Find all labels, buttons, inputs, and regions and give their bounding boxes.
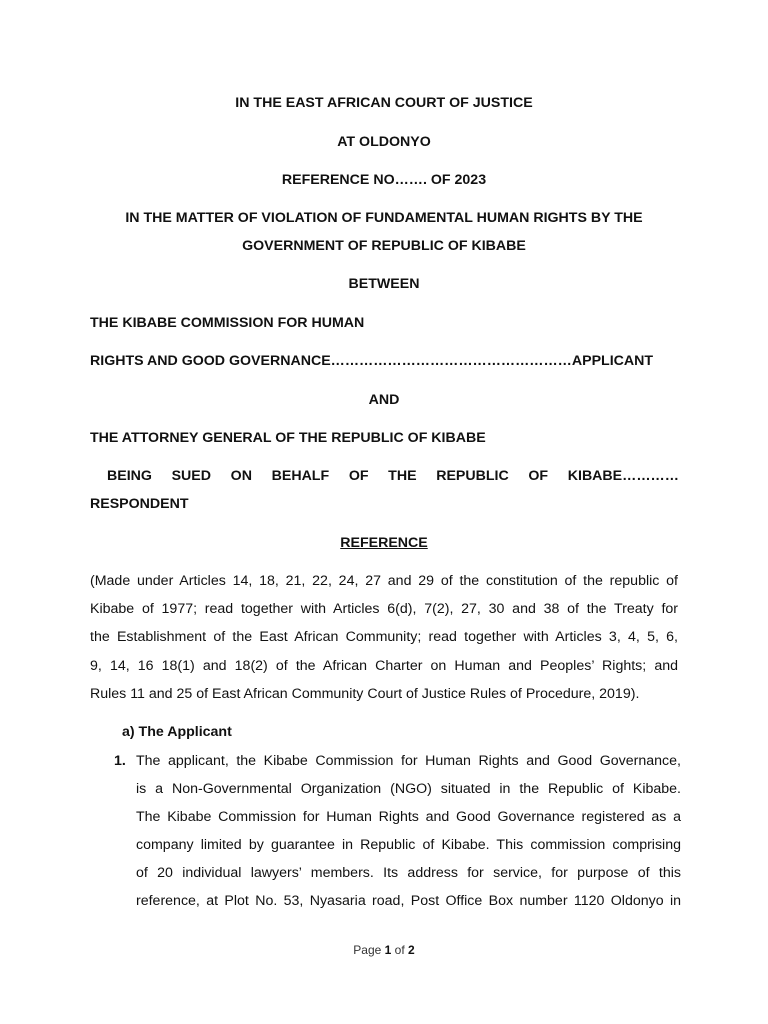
preamble-line: the Establishment of the East African Community; read together with Articles 3, 4, 5, 6, [90, 629, 678, 645]
court-title: IN THE EAST AFRICAN COURT OF JUSTICE [235, 95, 533, 111]
item-line: of 20 individual lawyers’ members. Its address for service, for purpose of this [136, 865, 681, 881]
respondent-line-3: RESPONDENT [90, 496, 189, 512]
total-pages: 2 [408, 943, 415, 957]
and-label: AND [368, 392, 400, 408]
respondent-word: SUED [171, 468, 212, 484]
preamble-line: Kibabe of 1977; read together with Articles 6(d), 7(2), 27, 30 and 38 of the Treaty for [90, 601, 678, 617]
reference-title: REFERENCE [340, 535, 428, 551]
respondent-word: KIBABE………… [567, 468, 679, 484]
court-location: AT OLDONYO [337, 134, 431, 150]
respondent-line-1: THE ATTORNEY GENERAL OF THE REPUBLIC OF KIBABE [90, 430, 486, 446]
preamble-line: 9, 14, 16 18(1) and 18(2) of the African Charter on Human and Peoples’ Rights; and [90, 658, 678, 674]
section-heading: a) The Applicant [122, 724, 232, 740]
item-line: reference, at Plot No. 53, Nyasaria road, Post Office Box number 1120 Oldonyo in [136, 893, 681, 909]
item-line: is a Non-Governmental Organization (NGO) situated in the Republic of Kibabe. [136, 781, 681, 797]
reference-heading [90, 533, 678, 553]
respondent-word: BEHALF [271, 468, 330, 484]
applicant-line-1: THE KIBABE COMMISSION FOR HUMAN [90, 315, 365, 331]
respondent-line-2 [107, 466, 679, 486]
preamble-line: Rules 11 and 25 of East African Community Court of Justice Rules of Procedure, 2019). [90, 686, 640, 702]
page-word: Page [353, 943, 382, 957]
reference-number: REFERENCE NO……. OF 2023 [281, 172, 487, 188]
respondent-word: BEING [107, 468, 152, 484]
item-line: The applicant, the Kibabe Commission for Human Rights and Good Governance, [136, 753, 681, 769]
respondent-word: ON [230, 468, 252, 484]
matter-line-2: GOVERNMENT OF REPUBLIC OF KIBABE [242, 238, 526, 254]
respondent-word: THE [388, 468, 417, 484]
respondent-word: OF [348, 468, 369, 484]
between-label: BETWEEN [348, 276, 420, 292]
respondent-word: OF [528, 468, 549, 484]
item-number: 1. [114, 753, 126, 769]
item-line: The Kibabe Commission for Human Rights and Good Governance registered as a [136, 809, 681, 825]
item-line: company limited by guarantee in Republic of Kibabe. This commission comprising [136, 837, 681, 853]
matter-line-1: IN THE MATTER OF VIOLATION OF FUNDAMENTAL HUMAN RIGHTS BY THE [125, 210, 643, 226]
current-page: 1 [384, 943, 392, 957]
of-word: of [394, 943, 405, 957]
preamble-line: (Made under Articles 14, 18, 21, 22, 24, 27 and 29 of the constitution of the republic of [90, 573, 678, 589]
page-footer [0, 942, 768, 958]
applicant-line-2: RIGHTS AND GOOD GOVERNANCE……………………………………………APPLICANT [90, 353, 654, 369]
respondent-word: REPUBLIC [436, 468, 509, 484]
